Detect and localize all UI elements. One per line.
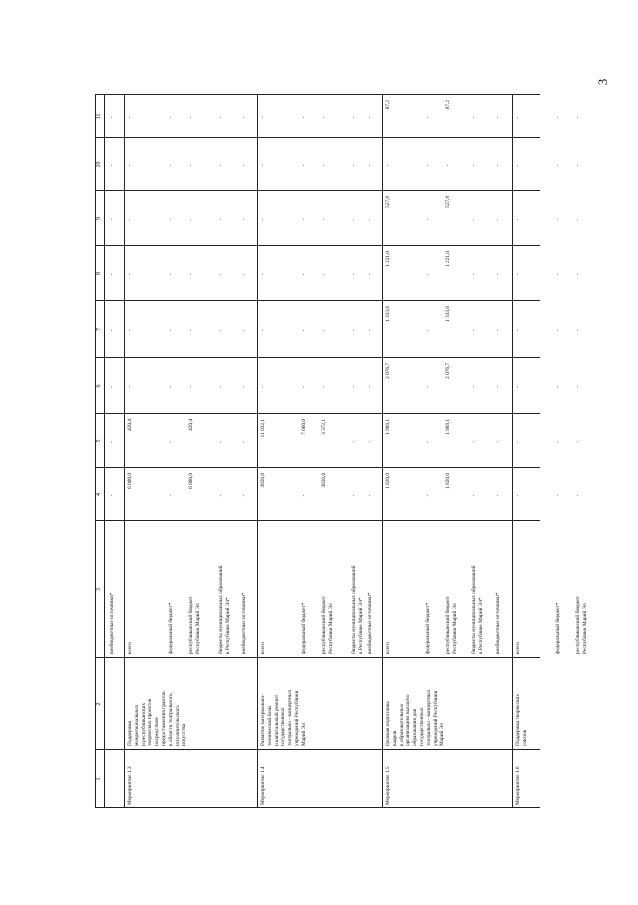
value-cell: -	[495, 441, 501, 443]
value-cell: -	[188, 116, 194, 119]
page-number: 3	[595, 78, 610, 86]
value-cell: 1 820,0	[385, 473, 391, 489]
value-cell: -	[127, 273, 133, 276]
cell-text: образования для	[412, 708, 419, 746]
cell-text: в образовательных	[398, 703, 405, 746]
measure-label: Мероприятие 1.6	[515, 766, 521, 805]
value-cell: -	[495, 329, 501, 332]
cell-text: Марий Эл	[439, 723, 446, 746]
value-cell: -	[127, 329, 133, 332]
column-header-11: 11	[96, 113, 102, 120]
cell-text: всего	[260, 642, 266, 654]
value-cell: -	[218, 116, 224, 119]
cell-text: Марий Эл	[300, 723, 307, 746]
value-cell: -	[367, 329, 373, 332]
cell-text: федеральный бюджет*	[425, 602, 431, 654]
value-cell: -	[321, 273, 327, 276]
value-cell: -	[109, 164, 115, 167]
value-cell: -	[367, 441, 373, 443]
value-cell: -	[555, 329, 561, 332]
value-cell: -	[471, 386, 477, 388]
cell-text: всего	[385, 642, 391, 654]
value-cell: -	[555, 164, 561, 167]
value-cell: 2 076,7	[445, 363, 451, 379]
value-cell: -	[260, 116, 266, 119]
cell-text: кадров	[391, 730, 398, 746]
value-cell: 6 000,0	[127, 473, 133, 489]
value-cell: -	[241, 441, 247, 443]
value-cell: 87,2	[385, 100, 391, 110]
group-divider	[124, 95, 125, 808]
value-cell: -	[495, 116, 501, 119]
column-header-10: 10	[96, 161, 102, 168]
cell-text: всего	[515, 642, 521, 654]
value-cell: -	[425, 164, 431, 167]
value-cell: -	[351, 164, 357, 167]
value-cell: -	[471, 441, 477, 443]
grid-vertical-line	[95, 245, 540, 246]
column-header-3: 3	[96, 588, 102, 591]
value-cell: -	[425, 116, 431, 119]
value-cell: -	[495, 386, 501, 388]
value-cell: -	[168, 386, 174, 388]
value-cell: -	[471, 218, 477, 221]
value-cell: -	[188, 386, 194, 388]
value-cell: -	[109, 273, 115, 276]
value-cell: -	[367, 116, 373, 119]
value-cell: -	[495, 218, 501, 221]
cell-text: Поддержка творческих	[515, 693, 521, 746]
value-cell: -	[321, 164, 327, 167]
value-cell: -	[241, 116, 247, 119]
value-cell: -	[351, 218, 357, 221]
grid-vertical-line	[95, 413, 540, 414]
cell-text: внебюджетные источники*	[109, 592, 115, 654]
value-cell: -	[168, 116, 174, 119]
value-cell: -	[109, 494, 115, 497]
value-cell: 87,2	[445, 100, 451, 110]
value-cell: 1 221,0	[445, 251, 451, 267]
value-cell: -	[260, 329, 266, 332]
budget-table	[95, 95, 588, 808]
value-cell: -	[127, 164, 133, 167]
value-cell: -	[351, 441, 357, 443]
cell-text: внебюджетные источники*	[495, 592, 501, 654]
value-cell: -	[495, 273, 501, 276]
group-divider	[382, 95, 383, 808]
value-cell: -	[471, 329, 477, 332]
cell-text: в области театрального,	[167, 692, 174, 746]
value-cell: -	[168, 441, 174, 443]
value-cell: -	[555, 441, 561, 443]
value-cell: -	[218, 494, 224, 497]
value-cell: -	[218, 273, 224, 276]
value-cell: -	[109, 218, 115, 221]
value-cell: 1 333,6	[385, 306, 391, 322]
column-header-1: 1	[96, 777, 102, 781]
value-cell: -	[301, 164, 307, 167]
value-cell: -	[188, 329, 194, 332]
value-cell: 1 820,0	[445, 473, 451, 489]
cell-text: посредством	[154, 717, 161, 746]
cell-text: организациях высшего	[405, 694, 412, 746]
cell-text: учреждений Республики	[294, 690, 300, 746]
value-cell: 6 000,0	[188, 473, 194, 489]
value-cell: -	[109, 441, 115, 443]
value-cell: -	[168, 273, 174, 276]
cell-text: исполнительского	[174, 705, 181, 746]
value-cell: -	[241, 164, 247, 167]
value-cell: 3826,0	[321, 473, 327, 488]
cell-text: в Республике Марий Эл*	[477, 597, 484, 654]
value-cell: -	[425, 329, 431, 332]
value-cell: -	[188, 218, 194, 221]
value-cell: -	[471, 164, 477, 167]
cell-text: бюджеты муниципальных образований	[351, 565, 357, 654]
value-cell: 3826,0	[260, 473, 266, 488]
value-cell: -	[260, 273, 266, 276]
value-cell: -	[109, 329, 115, 332]
cell-text: всего	[127, 642, 133, 654]
value-cell: -	[218, 441, 224, 443]
value-cell: -	[241, 273, 247, 276]
value-cell: -	[351, 386, 357, 388]
value-cell: -	[575, 441, 581, 443]
value-cell: -	[188, 164, 194, 167]
cell-text: в Республике Марий Эл*	[357, 597, 364, 654]
grid-vertical-line	[95, 467, 540, 468]
value-cell: -	[218, 164, 224, 167]
cell-text: государственных	[280, 707, 287, 746]
value-cell: -	[575, 386, 581, 388]
cell-text: государственных	[419, 707, 425, 746]
column-header-2: 2	[96, 702, 102, 706]
value-cell: -	[471, 273, 477, 276]
value-cell: -	[555, 273, 561, 276]
value-cell: 527,8	[445, 196, 451, 208]
cell-text: учреждений Республики	[432, 690, 439, 746]
column-header-8: 8	[96, 272, 102, 275]
value-cell: -	[168, 164, 174, 167]
value-cell: -	[127, 116, 133, 119]
grid-vertical-line	[95, 190, 540, 191]
value-cell: 2 076,7	[385, 363, 391, 379]
value-cell: -	[385, 164, 391, 167]
value-cell: -	[425, 386, 431, 388]
value-cell: -	[260, 386, 266, 388]
value-cell: -	[301, 218, 307, 221]
value-cell: -	[575, 273, 581, 276]
value-cell: 11 032,1	[260, 419, 266, 438]
value-cell: -	[367, 386, 373, 388]
value-cell: -	[321, 329, 327, 332]
cell-text: республиканский бюджет	[188, 596, 194, 654]
value-cell: 527,8	[385, 196, 391, 208]
value-cell: -	[575, 329, 581, 332]
value-cell: -	[515, 164, 521, 167]
value-cell: -	[471, 116, 477, 119]
value-cell: -	[471, 494, 477, 497]
value-cell: -	[555, 494, 561, 497]
value-cell: -	[515, 329, 521, 332]
value-cell: -	[351, 116, 357, 119]
cell-text: искусства	[181, 723, 188, 746]
grid-horizontal-line	[104, 95, 105, 808]
value-cell: -	[575, 218, 581, 221]
cell-text: и капитальный ремонт	[273, 694, 280, 746]
value-cell: -	[515, 116, 521, 119]
value-cell: -	[445, 164, 451, 167]
grid-vertical-line	[95, 807, 540, 808]
cell-text: федеральный бюджет*	[301, 602, 307, 654]
value-cell: -	[515, 273, 521, 276]
value-cell: -	[188, 273, 194, 276]
value-cell: -	[109, 116, 115, 119]
value-cell: -	[109, 386, 115, 388]
column-header-9: 9	[96, 217, 102, 220]
value-cell: -	[515, 494, 521, 497]
value-cell: -	[321, 116, 327, 119]
value-cell: -	[425, 441, 431, 443]
value-cell: 1 221,0	[385, 251, 391, 267]
value-cell: -	[241, 386, 247, 388]
value-cell: -	[241, 329, 247, 332]
column-header-4: 4	[96, 493, 102, 496]
measure-label: Мероприятие 1.4	[260, 766, 266, 805]
cell-text: Республики Марий Эл	[581, 603, 588, 654]
value-cell: -	[367, 273, 373, 276]
value-cell: -	[367, 164, 373, 167]
value-cell: 420,4	[127, 419, 133, 431]
cell-text: Развитие материально-	[260, 694, 266, 746]
value-cell: -	[241, 494, 247, 497]
cell-text: и республиканских	[140, 702, 147, 746]
value-cell: -	[301, 273, 307, 276]
cell-text: Республики Марий Эл	[451, 603, 458, 654]
cell-text: межрегиональных	[133, 704, 140, 746]
value-cell: -	[260, 164, 266, 167]
cell-text: творческих проектов	[147, 698, 154, 746]
value-cell: -	[575, 116, 581, 119]
value-cell: -	[495, 164, 501, 167]
value-cell: 420,4	[188, 419, 194, 431]
cell-text: республиканский бюджет	[321, 596, 327, 654]
value-cell: -	[127, 218, 133, 221]
grid-vertical-line	[95, 749, 540, 750]
cell-text: Целевая подготовка	[385, 701, 391, 746]
cell-text: республиканский бюджет	[445, 596, 451, 654]
value-cell: -	[260, 218, 266, 221]
value-cell: -	[321, 218, 327, 221]
value-cell: 1 969,1	[385, 419, 391, 435]
value-cell: -	[425, 494, 431, 497]
value-cell: -	[425, 218, 431, 221]
value-cell: -	[218, 218, 224, 221]
cell-text: бюджеты муниципальных образований	[218, 565, 224, 654]
group-divider	[512, 95, 513, 808]
value-cell: 1 969,1	[445, 419, 451, 435]
value-cell: -	[367, 494, 373, 497]
value-cell: -	[127, 386, 133, 388]
value-cell: -	[168, 218, 174, 221]
value-cell: -	[351, 329, 357, 332]
cell-text: технической базы	[266, 705, 273, 746]
cell-text: федеральный бюджет*	[555, 602, 561, 654]
value-cell: -	[351, 273, 357, 276]
cell-text: бюджеты муниципальных образований	[471, 565, 477, 654]
column-header-5: 5	[96, 439, 102, 443]
cell-text: федеральный бюджет*	[168, 602, 174, 654]
measure-label: Мероприятие 1.3	[127, 766, 133, 805]
value-cell: 3 372,1	[321, 419, 327, 435]
value-cell: -	[321, 386, 327, 388]
cell-text: предоставления грантов	[161, 691, 167, 746]
value-cell: -	[575, 494, 581, 497]
value-cell: 7 660,0	[301, 419, 307, 435]
value-cell: -	[555, 218, 561, 221]
column-header-6: 6	[96, 384, 102, 388]
value-cell: -	[555, 386, 561, 388]
value-cell: -	[367, 218, 373, 221]
cell-text: внебюджетные источники*	[241, 592, 247, 654]
cell-text: театрально - концертных	[287, 689, 294, 746]
value-cell: -	[351, 494, 357, 497]
cell-text: Республики Марий Эл	[194, 603, 201, 654]
value-cell: -	[301, 329, 307, 332]
grid-vertical-line	[95, 300, 540, 301]
value-cell: -	[495, 494, 501, 497]
value-cell: -	[301, 494, 307, 497]
value-cell: -	[301, 386, 307, 388]
cell-text: республиканский бюджет	[575, 596, 581, 654]
value-cell: -	[301, 116, 307, 119]
value-cell: -	[218, 386, 224, 388]
grid-vertical-line	[95, 357, 540, 358]
cell-text: Поддержка	[127, 720, 133, 746]
cell-text: союзов	[521, 729, 528, 746]
value-cell: -	[425, 273, 431, 276]
value-cell: 1 333,6	[445, 306, 451, 322]
value-cell: -	[515, 218, 521, 221]
value-cell: -	[555, 116, 561, 119]
grid-vertical-line	[95, 520, 540, 521]
value-cell: -	[515, 386, 521, 388]
value-cell: -	[218, 329, 224, 332]
value-cell: -	[168, 329, 174, 332]
group-divider	[257, 95, 258, 808]
value-cell: -	[241, 218, 247, 221]
measure-label: Мероприятие 1.5	[385, 766, 391, 805]
cell-text: внебюджетные источники*	[367, 592, 373, 654]
value-cell: -	[515, 441, 521, 443]
grid-vertical-line	[95, 94, 540, 95]
value-cell: -	[575, 164, 581, 167]
grid-vertical-line	[95, 657, 540, 658]
column-header-7: 7	[96, 328, 102, 331]
cell-text: театрально - концертных	[425, 689, 432, 746]
cell-text: в Республике Марий Эл*	[224, 597, 231, 654]
value-cell: -	[168, 494, 174, 497]
grid-vertical-line	[95, 137, 540, 138]
cell-text: Республики Марий Эл	[327, 603, 334, 654]
